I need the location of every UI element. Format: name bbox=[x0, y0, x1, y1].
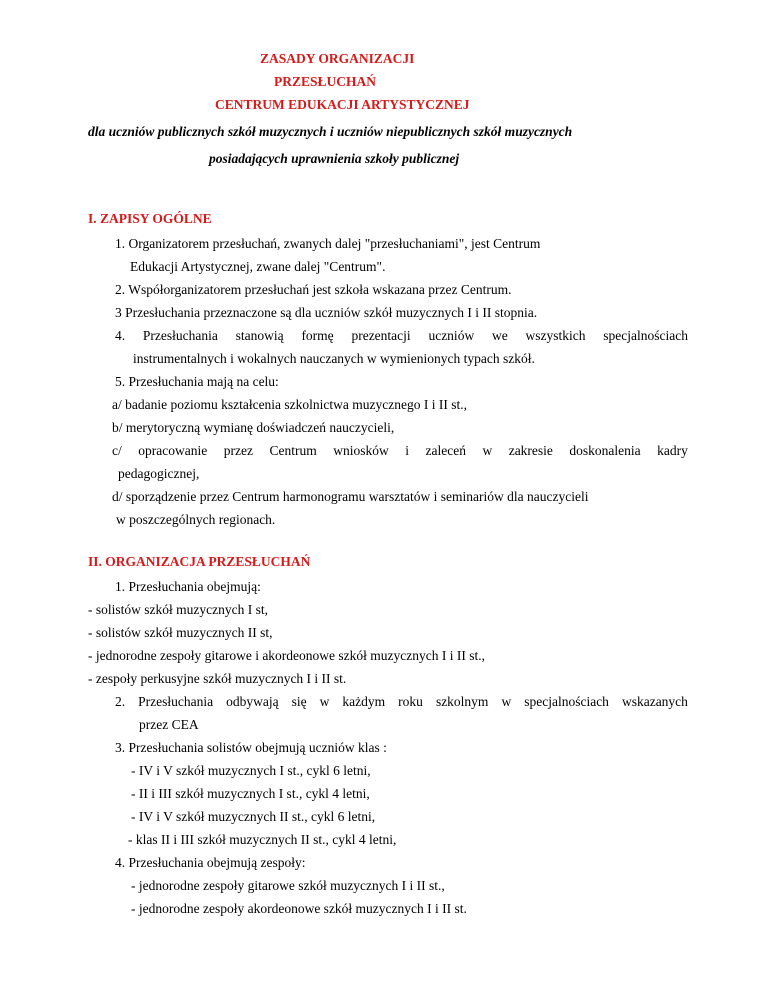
word: prezentacji bbox=[351, 328, 411, 343]
word: specjalnościach bbox=[524, 694, 609, 709]
word: kadry bbox=[657, 443, 688, 458]
s2-ensemble-1: - jednorodne zespoły gitarowe szkół muzycznych I i II st., bbox=[131, 878, 445, 893]
s2-item-2-line-2: przez CEA bbox=[139, 717, 199, 732]
word: wszystkich bbox=[525, 328, 586, 343]
word: opracowanie bbox=[138, 443, 208, 458]
word: w bbox=[482, 443, 493, 458]
s1-item-4-line-2: instrumentalnych i wokalnych nauczanych w wymienionych typach szkół. bbox=[133, 351, 535, 366]
s2-class-3: - IV i V szkół muzycznych II st., cykl 6 letni, bbox=[131, 809, 376, 824]
section-1-heading: I. ZAPISY OGÓLNE bbox=[88, 211, 212, 226]
s2-class-4: - klas II i III szkół muzycznych II st., cykl 4 letni, bbox=[128, 832, 397, 847]
word: doskonalenia bbox=[569, 443, 641, 458]
section-2-heading: II. ORGANIZACJA PRZESŁUCHAŃ bbox=[88, 554, 311, 569]
word: wniosków bbox=[333, 443, 389, 458]
s2-cover-1: - solistów szkół muzycznych I st, bbox=[88, 602, 268, 617]
word: wskazanych bbox=[621, 694, 688, 709]
title-line-1: ZASADY ORGANIZACJI bbox=[260, 51, 415, 66]
s1-goal-a: a/ badanie poziomu kształcenia szkolnictwa muzycznego I i II st., bbox=[112, 397, 467, 412]
s2-item-1: 1. Przesłuchania obejmują: bbox=[115, 579, 261, 594]
s1-goal-b: b/ merytoryczną wymianę doświadczeń nauczycieli, bbox=[112, 420, 395, 435]
word: zaleceń bbox=[425, 443, 466, 458]
s1-goal-c-line-1 bbox=[112, 443, 688, 459]
title-line-3: CENTRUM EDUKACJI ARTYSTYCZNEJ bbox=[215, 97, 470, 112]
word: każdym bbox=[342, 694, 386, 709]
s2-cover-2: - solistów szkół muzycznych II st, bbox=[88, 625, 273, 640]
word: Przesłuchania bbox=[138, 694, 214, 709]
word: formę bbox=[301, 328, 334, 343]
word: specjalnościach bbox=[603, 328, 688, 343]
word: Centrum bbox=[269, 443, 317, 458]
word: uczniów bbox=[428, 328, 475, 343]
s1-item-1-line-2: Edukacji Artystycznej, zwane dalej "Centrum". bbox=[130, 259, 386, 274]
s2-item-4: 4. Przesłuchania obejmują zespoły: bbox=[115, 855, 306, 870]
word: przez bbox=[223, 443, 253, 458]
s2-ensemble-2: - jednorodne zespoły akordeonowe szkół muzycznych I i II st. bbox=[131, 901, 467, 916]
s2-cover-4: - zespoły perkusyjne szkół muzycznych I i II st. bbox=[88, 671, 347, 686]
word: 4. bbox=[115, 328, 126, 343]
word: zakresie bbox=[508, 443, 553, 458]
s2-item-2-line-1 bbox=[115, 694, 688, 710]
s1-goal-c-line-2: pedagogicznej, bbox=[118, 466, 200, 481]
s1-item-5: 5. Przesłuchania mają na celu: bbox=[115, 374, 279, 389]
subtitle-line-2: posiadających uprawnienia szkoły publicznej bbox=[209, 151, 460, 166]
word: c/ bbox=[112, 443, 122, 458]
word: i bbox=[405, 443, 409, 458]
word: w bbox=[501, 694, 512, 709]
s1-item-1-line-1: 1. Organizatorem przesłuchań, zwanych dalej "przesłuchaniami", jest Centrum bbox=[115, 236, 541, 251]
word: roku bbox=[398, 694, 423, 709]
word: stanowią bbox=[235, 328, 284, 343]
s2-class-2: - II i III szkół muzycznych I st., cykl 4 letni, bbox=[131, 786, 370, 801]
word: szkolnym bbox=[435, 694, 489, 709]
word: 2. bbox=[115, 694, 126, 709]
s1-item-3: 3 Przesłuchania przeznaczone są dla uczniów szkół muzycznych I i II stopnia. bbox=[115, 305, 538, 320]
word: odbywają bbox=[226, 694, 279, 709]
s2-item-3: 3. Przesłuchania solistów obejmują uczniów klas : bbox=[115, 740, 387, 755]
s2-cover-3: - jednorodne zespoły gitarowe i akordeonowe szkół muzycznych I i II st., bbox=[88, 648, 485, 663]
word: w bbox=[319, 694, 330, 709]
title-line-2: PRZESŁUCHAŃ bbox=[274, 74, 377, 89]
s2-class-1: - IV i V szkół muzycznych I st., cykl 6 letni, bbox=[131, 763, 371, 778]
s1-item-4-line-1 bbox=[115, 328, 688, 344]
s1-goal-d-line-2: w poszczególnych regionach. bbox=[116, 512, 276, 527]
word: się bbox=[291, 694, 307, 709]
word: Przesłuchania bbox=[142, 328, 218, 343]
s1-goal-d-line-1: d/ sporządzenie przez Centrum harmonogramu warsztatów i seminariów dla nauczycieli bbox=[112, 489, 589, 504]
subtitle-line-1: dla uczniów publicznych szkół muzycznych i uczniów niepublicznych szkół muzycznych bbox=[88, 124, 573, 139]
word: we bbox=[491, 328, 508, 343]
s1-item-2: 2. Współorganizatorem przesłuchań jest szkoła wskazana przez Centrum. bbox=[115, 282, 512, 297]
